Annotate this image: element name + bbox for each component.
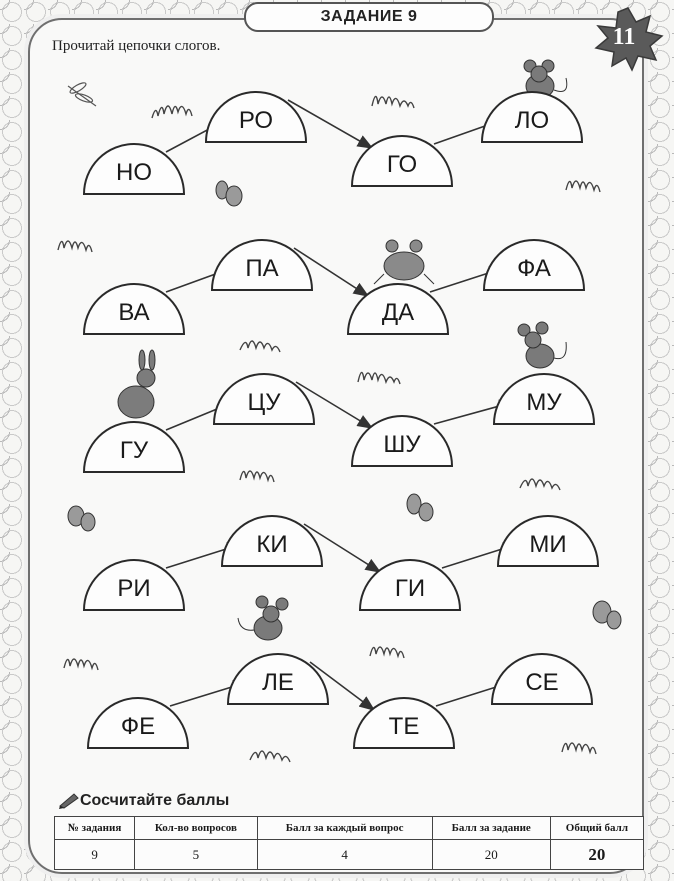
total-points-cell: 20: [550, 840, 643, 870]
column-header: Общий балл: [550, 817, 643, 840]
syllable-label: ЛО: [514, 107, 550, 134]
syllable-label: РО: [238, 107, 274, 134]
butterfly-icon: [216, 181, 242, 206]
column-header: Кол-во вопросов: [135, 817, 257, 840]
column-header: Балл за каждый вопрос: [257, 817, 432, 840]
syllable-label: ФА: [517, 255, 551, 282]
syllable-label: МИ: [529, 531, 567, 558]
dragonfly-icon: [68, 81, 96, 106]
table-header-row: [55, 817, 644, 840]
syllable-chain: [84, 240, 584, 334]
butterfly-icon: [593, 601, 621, 629]
syllable-label: ЛЕ: [262, 669, 294, 696]
syllable-label: ВА: [118, 299, 150, 326]
syllable-label: ДА: [381, 299, 415, 326]
mouse-icon: [518, 322, 566, 368]
task-title: ЗАДАНИЕ 9: [244, 2, 494, 32]
points-per-question-cell: 4: [257, 840, 432, 870]
syllable-label: ГИ: [394, 575, 426, 602]
syllable-chain: [84, 516, 598, 610]
syllable-chain: [84, 92, 582, 194]
score-heading: Сосчитайте баллы: [80, 792, 230, 809]
butterfly-icon: [407, 494, 433, 521]
syllable-label: ГО: [386, 151, 418, 178]
syllable-label: МУ: [526, 389, 562, 416]
instruction-text: Прочитай цепочки слогов.: [52, 38, 221, 54]
page-number: 11: [612, 24, 636, 50]
syllable-chain: [84, 374, 594, 472]
pencil-icon: [58, 790, 82, 810]
syllable-label: ФЕ: [120, 713, 156, 740]
syllable-label: РИ: [117, 575, 151, 602]
syllable-label: ГУ: [119, 437, 149, 464]
task-number-cell: 9: [55, 840, 135, 870]
score-table: [54, 816, 644, 870]
syllable-label: КИ: [256, 531, 288, 558]
syllable-label: ШУ: [383, 431, 421, 458]
column-header: № задания: [55, 817, 135, 840]
syllable-label: ПА: [245, 255, 279, 282]
column-header: Балл за задание: [432, 817, 550, 840]
syllable-label: НО: [116, 159, 152, 186]
table-row: [55, 840, 644, 870]
task-points-cell: 20: [432, 840, 550, 870]
frog-icon: [374, 240, 434, 284]
questions-count-cell: 5: [135, 840, 257, 870]
butterfly-icon: [68, 506, 95, 531]
syllable-label: СЕ: [525, 669, 559, 696]
rabbit-icon: [118, 350, 155, 418]
mouse-icon: [238, 596, 288, 640]
syllable-chain: [88, 654, 592, 748]
syllable-label: ТЕ: [388, 713, 420, 740]
syllable-label: ЦУ: [247, 389, 281, 416]
